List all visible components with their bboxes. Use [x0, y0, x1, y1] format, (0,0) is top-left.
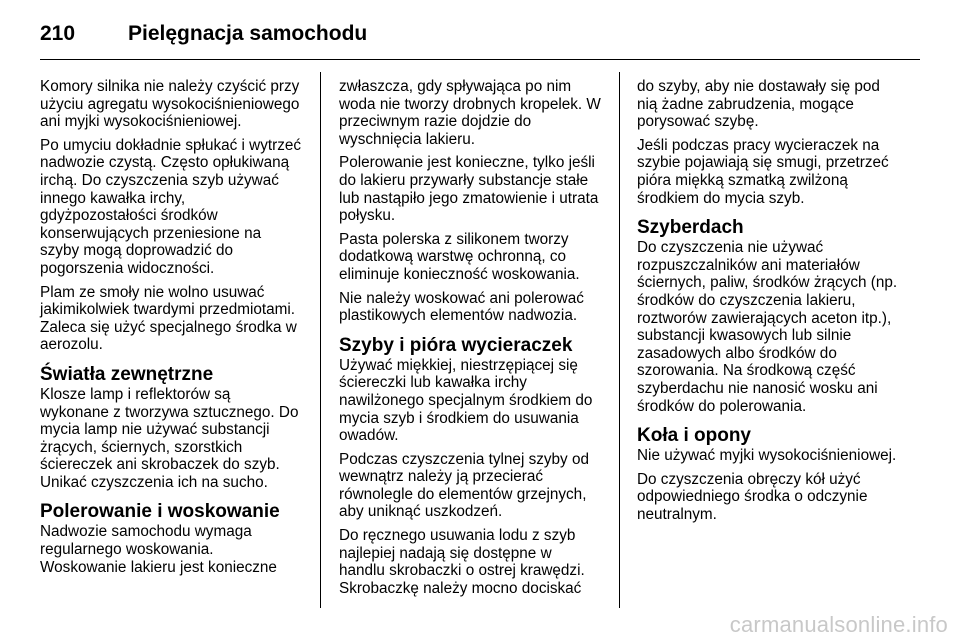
heading-wheels-tyres: Koła i opony — [637, 425, 751, 447]
paragraph-waxing-continued: zwłaszcza, gdy spływająca po nim woda nie tworzy drobnych kropelek. W przeciwnym razie dojdzie do wyschnięcia lakieru. — [339, 78, 601, 148]
heading-exterior-lights: Światła zewnętrzne — [40, 363, 214, 385]
paragraph-plastic-parts: Nie należy woskować ani polerować plastikowych elementów nadwozia. — [339, 289, 584, 325]
page-header — [40, 14, 920, 54]
heading-sunroof: Szyberdach — [637, 217, 744, 239]
paragraph-tar-stains: Plam ze smoły nie wolno usuwać jakimikolwiek twardymi przedmiotami. Zaleca się użyć specjalnego środka w aerozolu. — [40, 283, 297, 354]
page-title: Pielęgnacja samochodu — [128, 22, 368, 45]
header-divider — [40, 59, 920, 60]
paragraph-waxing-intro: Nadwozie samochodu wymaga regularnego woskowania. Woskowanie lakieru jest konieczne — [40, 523, 277, 576]
paragraph-no-pressure-washer: Nie używać myjki wysokociśnieniowej. — [637, 447, 897, 465]
column-divider-2 — [619, 72, 620, 608]
watermark-text: carmanualsonline.info — [729, 612, 948, 637]
heading-windows-wipers: Szyby i pióra wycieraczek — [339, 334, 573, 356]
column-3 — [637, 78, 899, 529]
column-divider-1 — [320, 72, 321, 608]
column-2 — [339, 78, 601, 603]
paragraph-wiper-smears: Jeśli podczas pracy wycieraczek na szybie pojawiają się smugi, przetrzeć pióra miękką szmatką zwilżoną środkiem do mycia szyb. — [637, 136, 889, 207]
heading-polishing-waxing: Polerowanie i woskowanie — [40, 501, 280, 523]
paragraph-scraper-continued: do szyby, aby nie dostawały się pod nią żadne zabrudzenia, mogące porysować szybę. — [637, 78, 880, 131]
paragraph-lamp-lenses: Klosze lamp i reflektorów są wykonane z tworzywa sztucznego. Do mycia lamp nie używać substancji żrących, ściernych, szorstkich ściereczek ani skrobaczek do szyb. Unikać czyszczenia ich na sucho. — [40, 385, 299, 491]
paragraph-silicone-paste: Pasta polerska z silikonem tworzy dodatkową warstwę ochronną, co eliminuje konieczność woskowania. — [339, 230, 580, 283]
column-1 — [40, 78, 302, 582]
paragraph-ice-scraper: Do ręcznego usuwania lodu z szyb najlepiej nadają się dostępne w handlu skrobaczki o ostrej krawędzi. Skrobaczkę należy mocno dociskać — [339, 527, 585, 597]
paragraph-rinse-body: Po umyciu dokładnie spłukać i wytrzeć nadwozie czystą. Często opłukiwaną irchą. Do czyszczenia szyb używać innego kawałka irchy, gdyżpozostałości środków konserwujących przeniesione na szyby mogą doprowadzić do pogorszenia widoczności. — [40, 136, 302, 277]
paragraph-rim-cleaning: Do czyszczenia obręczy kół użyć odpowiedniego środka o odczynie neutralnym. — [637, 470, 868, 523]
paragraph-rear-window: Podczas czyszczenia tylnej szyby od wewnątrz należy ją przecierać równolegle do elementów grzejnych, aby uniknąć uszkodzeń. — [339, 450, 589, 521]
paragraph-sunroof-cleaning: Do czyszczenia nie używać rozpuszczalników ani materiałów ściernych, paliw, środków żrących (np. środków do czyszczenia lakieru, roztworów zawierających aceton itp.), substancji kwasowych lub silnie zasadowych albo środków do szorowania. Na środkową część szyberdachu nie nanosić wosku ani środków do polerowania. — [637, 239, 898, 415]
page-number: 210 — [40, 22, 76, 45]
paragraph-engine-cleaning: Komory silnika nie należy czyścić przy użyciu agregatu wysokociśnieniowego ani myjki wysokociśnieniowej. — [40, 78, 300, 131]
paragraph-window-cloth: Używać miękkiej, niestrzępiącej się ściereczki lub kawałka irchy nawilżonego specjalnym środkiem do mycia szyb i środkiem do usuwania owadów. — [339, 356, 593, 445]
paragraph-polishing-needed: Polerowanie jest konieczne, tylko jeśli do lakieru przywarły substancje stałe lub nastąpiło jego zmatowienie i utrata połysku. — [339, 154, 599, 225]
